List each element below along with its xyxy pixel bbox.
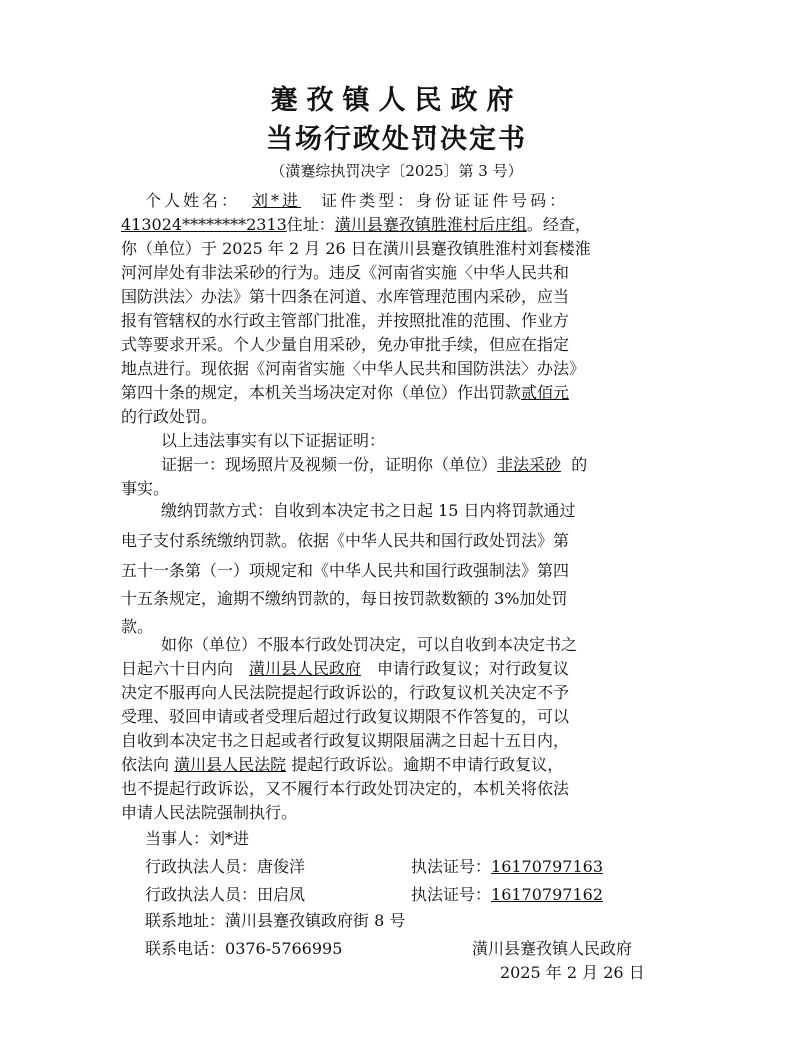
- officer-row: [145, 856, 305, 878]
- penalty-text: 第四十条的规定，本机关当场决定对你（单位）作出罚款: [121, 383, 522, 402]
- contact-phone-label: 联系电话：: [145, 939, 226, 958]
- party-info-line: [145, 190, 568, 212]
- review-authority: 潢川县人民政府: [249, 659, 362, 678]
- cert-label: 执法证号：: [411, 885, 492, 904]
- appeal-line: 自收到本决定书之日起或者行政复议期限届满之日起十五日内，: [121, 731, 570, 750]
- payment-line: 电子支付系统缴纳罚款。依据《中华人民共和国行政处罚法》第: [121, 531, 570, 550]
- contact-address-value: 潢川县蹇孜镇政府街 8 号: [225, 911, 406, 930]
- officer-label: 行政执法人员：: [145, 885, 258, 904]
- officer-name: 唐俊洋: [257, 857, 306, 876]
- id-number: 413024********2313: [121, 215, 287, 234]
- facts-line: 地点进行。现依据《河南省实施〈中华人民共和国防洪法〉办法》: [121, 359, 586, 378]
- appeal-line: 决定不服再向人民法院提起行政诉讼的，行政复议机关决定不予: [121, 683, 570, 702]
- facts-line: 河河岸处有非法采砂的行为。违反《河南省实施〈中华人民共和: [121, 263, 570, 282]
- fine-amount: 贰佰元: [521, 383, 570, 402]
- evidence-line: [161, 454, 587, 476]
- issue-date: 2025 年 2 月 26 日: [500, 963, 645, 982]
- payment-line: 缴纳罚款方式：自收到本决定书之日起 15 日内将罚款通过: [161, 501, 576, 520]
- officer-row: [145, 884, 305, 906]
- document-number: （潢蹇综执罚决字〔2025〕第 3 号）: [270, 162, 523, 180]
- appeal-line: 也不提起行政诉讼，又不履行本行政处罚决定的，本机关将依法: [121, 779, 570, 798]
- payment-line: 款。: [121, 617, 154, 636]
- issuer-name: 潢川县蹇孜镇人民政府: [472, 939, 633, 958]
- facts-start: 。经查，: [526, 215, 591, 234]
- facts-line: 的行政处罚。: [121, 407, 218, 426]
- court-name: 潢川县人民法院: [174, 755, 287, 774]
- appeal-line: 受理、驳回申请或者受理后超过行政复议期限不作答复的，可以: [121, 707, 570, 726]
- facts-line: 报有管辖权的水行政主管部门批准，并按照批准的范围、作业方: [121, 311, 570, 330]
- cert-number: 16170797162: [491, 885, 603, 904]
- address-label: 住址：: [286, 215, 335, 234]
- appeal-line: [121, 658, 569, 680]
- name-label: 个人姓名：: [145, 191, 241, 210]
- penalty-line: [121, 382, 569, 404]
- appeal-text: 依法向: [121, 755, 170, 774]
- payment-line: 十五条规定，逾期不缴纳罚款的，每日按罚款数额的 3%加处罚: [121, 589, 568, 608]
- appeal-text: 申请行政复议；对行政复议: [377, 659, 570, 678]
- facts-line: 式等要求开采。个人少量自用采砂，免办审批手续，但应在指定: [121, 335, 570, 354]
- cert-label: 执法证号：: [411, 857, 492, 876]
- cert-number: 16170797163: [491, 857, 603, 876]
- contact-address-label: 联系地址：: [145, 911, 226, 930]
- party-signature: [145, 828, 249, 850]
- party-name: 刘*进: [252, 191, 302, 210]
- evidence-suffix: 的: [571, 455, 588, 474]
- officer-name: 田启凤: [257, 885, 306, 904]
- appeal-line: 如你（单位）不服本行政处罚决定，可以自收到本决定书之: [161, 635, 578, 654]
- evidence-fact: 非法采砂: [497, 455, 562, 474]
- cert-row: [411, 856, 603, 878]
- appeal-text: 日起六十日内向: [121, 659, 234, 678]
- contact-address: [145, 910, 405, 932]
- id-type-label: 证件类型：身份证证件号码：: [321, 191, 569, 210]
- issuing-authority-title: 蹇孜镇人民政府: [270, 85, 523, 116]
- payment-line: 五十一条第（一）项规定和《中华人民共和国行政强制法》第四: [121, 561, 570, 580]
- cert-row: [411, 884, 603, 906]
- appeal-line: 申请人民法院强制执行。: [121, 803, 298, 822]
- appeal-line: [121, 754, 563, 776]
- contact-phone: [145, 938, 342, 960]
- officer-label: 行政执法人员：: [145, 857, 258, 876]
- facts-line: 国防洪法〉办法》第十四条在河道、水库管理范围内采砂，应当: [121, 287, 570, 306]
- document-title: 当场行政处罚决定书: [266, 124, 527, 155]
- evidence-prefix: 证据一：现场照片及视频一份，证明你（单位）: [161, 455, 498, 474]
- contact-phone-value: 0376-5766995: [225, 939, 343, 958]
- appeal-text: 提起行政诉讼。逾期不申请行政复议，: [291, 755, 564, 774]
- evidence-intro: 以上违法事实有以下证据证明：: [161, 431, 386, 450]
- id-address-line: [121, 214, 591, 236]
- party-label: 当事人：: [145, 829, 210, 848]
- facts-line: 你（单位）于 2025 年 2 月 26 日在潢川县蹇孜镇胜淮村刘套楼淮: [121, 239, 591, 258]
- party-address: 潢川县蹇孜镇胜淮村后庄组: [334, 215, 527, 234]
- party-name-footer: 刘*进: [209, 829, 250, 848]
- evidence-end: 事实。: [121, 479, 170, 498]
